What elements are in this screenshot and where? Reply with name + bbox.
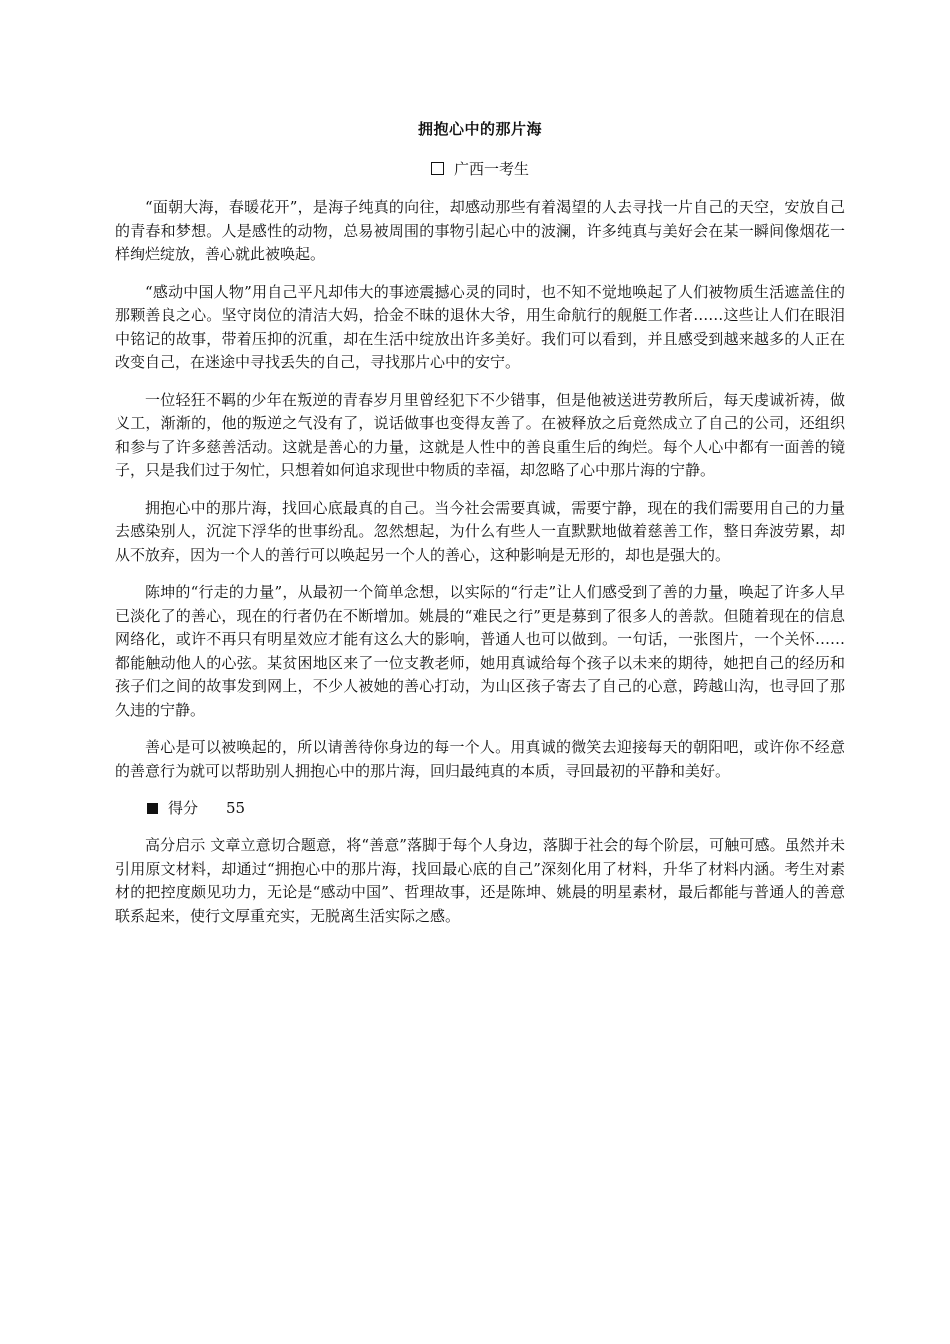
article-title: 拥抱心中的那片海 xyxy=(417,120,542,138)
body-paragraph-4: 拥抱心中的那片海，找回心底最真的自己。当今社会需要真诚，需要宁静，现在的我们需要用自己的力量去感染别人，沉淀下浮华的世事纷乱。忽然想起，为什么有些人一直默默地做着慈善工作，整日奔波劳累，却从不放弃，因为一个人的善行可以唤起另一个人的善心，这种影响是无形的，却也是强大的。 xyxy=(115,498,845,564)
score-label: 得分 xyxy=(168,799,199,817)
body-paragraph-2: “感动中国人物”用自己平凡却伟大的事迹震撼心灵的同时，也不知不觉地唤起了人们被物质生活遮盖住的那颗善良之心。坚守岗位的清洁大妈，拾金不昧的退休大爷，用生命航行的舰艇工作者……这些让人们在眼泪中铭记的故事，带着压抑的沉重，却在生活中绽放出许多美好。我们可以看到，并且感受到越来越多的人正在改变自己，在迷途中寻找丢失的自己，寻找那片心中的安宁。 xyxy=(115,282,845,371)
filled-square-icon xyxy=(147,803,158,814)
author-name: 广西一考生 xyxy=(453,160,529,178)
body-paragraph-6: 善心是可以被唤起的，所以请善待你身边的每一个人。用真诚的微笑去迎接每天的朝阳吧，或许你不经意的善意行为就可以帮助别人拥抱心中的那片海，回归最纯真的本质，寻回最初的平静和美好。 xyxy=(115,738,845,780)
body-paragraph-3: 一位轻狂不羁的少年在叛逆的青春岁月里曾经犯下不少错事，但是他被送进劳教所后，每天虔诚祈祷，做义工，渐渐的，他的叛逆之气没有了，说话做事也变得友善了。在被释放之后竟然成立了自己的公司，还组织和参与了许多慈善活动。这就是善心的力量，这就是人性中的善良重生后的绚烂。每个人心中都有一面善的镜子，只是我们过于匆忙，只想着如何追求现世中物质的幸福，却忽略了心中那片海的宁静。 xyxy=(115,390,845,479)
body-paragraph-1: “面朝大海，春暖花开”，是海子纯真的向往，却感动那些有着渴望的人去寻找一片自己的天空，安放自己的青春和梦想。人是感性的动物，总易被周围的事物引起心中的波澜，许多纯真与美好会在某一瞬间像烟花一样绚烂绽放，善心就此被唤起。 xyxy=(115,198,845,263)
score-line xyxy=(115,797,845,820)
score-value: 55 xyxy=(226,799,246,817)
body-paragraph-5: 陈坤的“行走的力量”，从最初一个简单念想，以实际的“行走”让人们感受到了善的力量，唤起了许多人早已淡化了的善心，现在的行者仍在不断增加。姚晨的“难民之行”更是募到了很多人的善款。但随着现在的信息网络化，或许不再只有明星效应才能有这么大的影响，普通人也可以做到。一句话，一张图片，一个关怀……都能触动他人的心弦。某贫困地区来了一位支教老师，她用真诚给每个孩子以未来的期待，她把自己的经历和孩子们之间的故事发到网上，不少人被她的善心打动，为山区孩子寄去了自己的心意，跨越山沟，也寻回了那久违的宁静。 xyxy=(115,583,845,719)
commentary-paragraph: 高分启示 文章立意切合题意，将“善意”落脚于每个人身边，落脚于社会的每个阶层，可触可感。虽然并未引用原文材料，却通过“拥抱心中的那片海，找回最心底的自己”深刻化用了材料，升华了材料内涵。考生对素材的把控度颇见功力，无论是“感动中国”、哲理故事，还是陈坤、姚晨的明星素材，最后都能与普通人的善意联系起来，使行文厚重充实，无脱离生活实际之感。 xyxy=(115,836,845,925)
author-line xyxy=(115,158,845,180)
empty-square-icon xyxy=(431,162,444,175)
document-page xyxy=(115,118,845,942)
